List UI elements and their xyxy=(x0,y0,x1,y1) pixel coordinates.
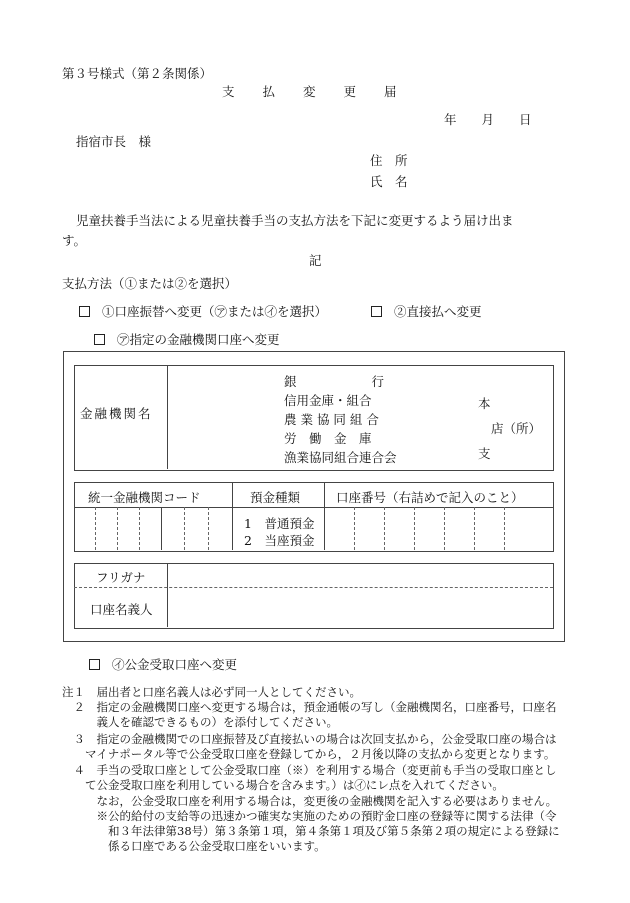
address-label: 住 所 xyxy=(370,153,408,168)
note-line: なお，公金受取口座を利用する場合は，変更後の金融機関を記入する必要はありません。 xyxy=(62,794,558,808)
body-text-line1: 児童扶養手当法による児童扶養手当の支払方法を下記に変更するよう届け出ま xyxy=(76,213,514,228)
payment-method-label: 支払方法（①または②を選択） xyxy=(62,276,238,291)
branch-shi: 支 xyxy=(478,446,491,461)
code-divider xyxy=(232,482,233,550)
deposit-type-ordinary: 1 普通預金 xyxy=(244,516,315,531)
bank-type-shinkin: 信用金庫・組合 xyxy=(284,393,372,408)
account-cell-sep xyxy=(414,507,415,550)
note-line: 注１ 届出者と口座名義人は必ず同一人としてください。 xyxy=(62,685,361,699)
sub-b-label: ㋑公金受取口座へ変更 xyxy=(112,657,238,672)
note-line: て公金受取口座を利用している場合を含みます。）は㋑にレ点を入れてください。 xyxy=(62,778,504,792)
code-cell-sep xyxy=(208,507,209,550)
account-cell-sep xyxy=(384,507,385,550)
note-line: 和３年法律第38号）第３条第１項，第４条第１項及び第５条第２項の規定による登録に xyxy=(62,824,560,838)
deposit-header: 預金種類 xyxy=(250,490,301,505)
code-cell-sep xyxy=(184,507,185,550)
date-line: 年 月 日 xyxy=(444,112,532,127)
form-number: 第３号様式（第２条関係） xyxy=(62,66,213,81)
bank-label: 金融機関名 xyxy=(80,406,153,421)
code-cell-sep xyxy=(95,507,96,550)
code-cell-sep xyxy=(117,507,118,550)
form-title: 支 払 変 更 届 xyxy=(222,84,398,99)
note-line: 係る口座である公金受取口座をいいます。 xyxy=(62,839,326,853)
furigana-label: フリガナ xyxy=(96,570,146,585)
option2-label: ②直接払へ変更 xyxy=(394,304,482,319)
option1-checkbox[interactable] xyxy=(79,306,90,317)
note-line: ２ 指定の金融機関口座へ変更する場合は，預金通帳の写し（金融機関名，口座番号，口座名 xyxy=(62,700,557,714)
deposit-type-current: 2 当座預金 xyxy=(244,533,315,548)
sub-b-row xyxy=(89,655,237,673)
holder-input[interactable] xyxy=(168,588,552,627)
sub-a-checkbox[interactable] xyxy=(94,334,105,345)
sub-a-label: ㋐指定の金融機関口座へ変更 xyxy=(117,332,280,347)
bank-divider xyxy=(167,365,168,469)
option1-row xyxy=(79,302,327,320)
account-cell-sep xyxy=(354,507,355,550)
furigana-input[interactable] xyxy=(168,564,552,587)
code-bank-branch-sep xyxy=(161,507,162,550)
note-line: 義人を確認できるもの）を添付してください。 xyxy=(62,715,338,729)
account-header: 口座番号（右詰めで記入のこと） xyxy=(336,490,524,505)
code-cell-sep xyxy=(139,507,140,550)
account-cell-sep xyxy=(474,507,475,550)
option2-row xyxy=(371,302,482,320)
note-line: ４ 手当の受取口座として公金受取口座（※）を利用する場合（変更前も手当の受取口座とし xyxy=(62,763,557,777)
code-header-line xyxy=(74,507,553,508)
account-cell-sep xyxy=(444,507,445,550)
option1-label: ①口座振替へ変更（㋐または㋑を選択） xyxy=(102,304,328,319)
option2-checkbox[interactable] xyxy=(371,306,382,317)
holder-label: 口座名義人 xyxy=(90,602,153,617)
sub-b-checkbox[interactable] xyxy=(89,659,100,670)
branch-ten: 店（所） xyxy=(491,421,542,436)
addressee: 指宿市長 様 xyxy=(76,134,152,149)
code-header: 統一金融機関コード xyxy=(88,490,201,505)
branch-hon: 本 xyxy=(478,396,491,411)
bank-type-nokyo: 農 業 協 同 組 合 xyxy=(284,412,379,427)
bank-type-gyoren: 漁業協同組合連合会 xyxy=(284,450,397,465)
note-line: ３ 指定の金融機関での口座振替及び直接払いの場合は次回支払から，公金受取口座の場合は xyxy=(62,732,557,746)
sub-a-row xyxy=(94,330,280,348)
bank-type-bank: 銀 行 xyxy=(284,374,385,389)
body-text-line2: す。 xyxy=(62,233,87,248)
note-line: マイナポータル等で公金受取口座を登録してから，２月後以降の支払から変更となります。 xyxy=(62,747,556,761)
note-line: ※公的給付の支給等の迅速かつ確実な実施のための預貯金口座の登録等に関する法律（令 xyxy=(62,809,557,823)
account-cell-sep xyxy=(504,507,505,550)
ki-label: 記 xyxy=(309,253,322,268)
deposit-divider xyxy=(324,482,325,550)
name-label: 氏 名 xyxy=(370,174,408,189)
bank-type-rokin: 労 働 金 庫 xyxy=(284,431,372,446)
